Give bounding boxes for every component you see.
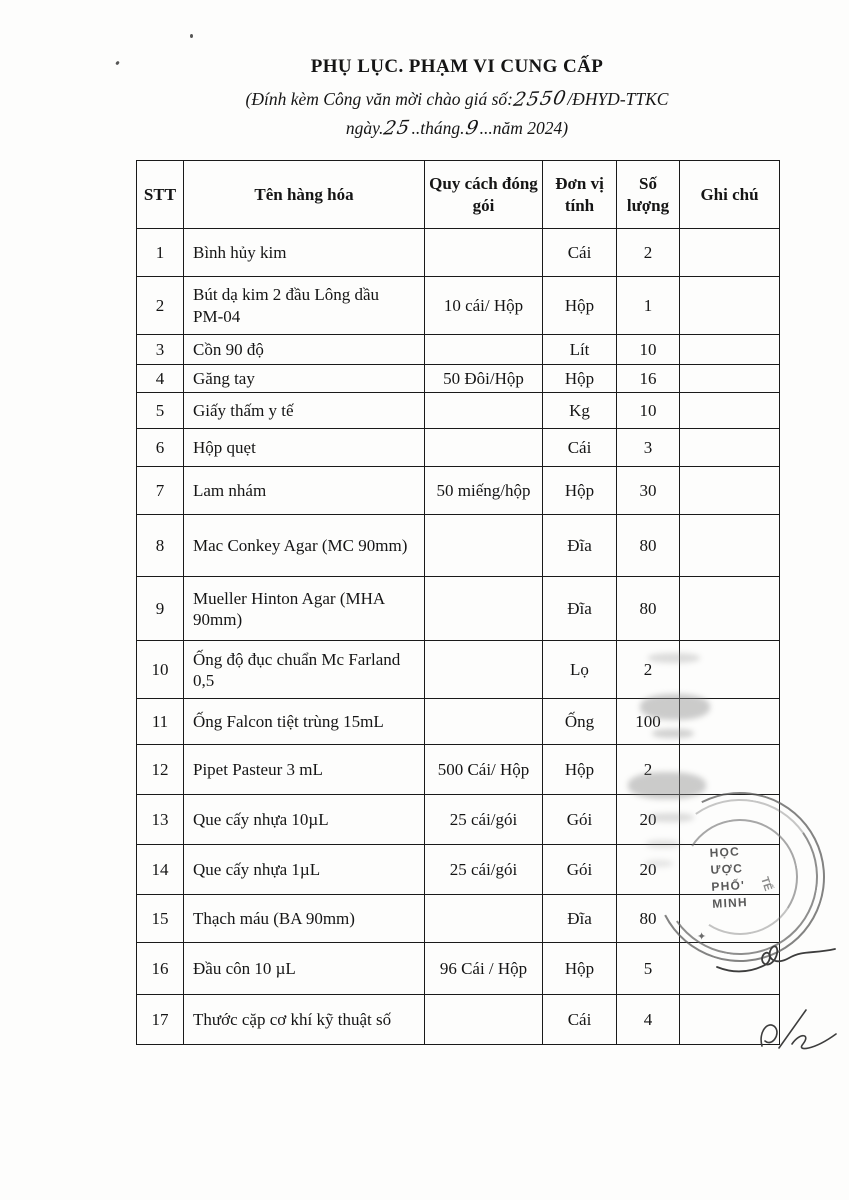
table-row — [137, 467, 780, 515]
cell-name: Bút dạ kim 2 đầu Lông dầu PM-04 — [184, 277, 425, 335]
cell-name: Que cấy nhựa 10µL — [184, 795, 425, 845]
cell-note — [680, 467, 780, 515]
smudge-mark — [628, 772, 706, 799]
cell-stt: 1 — [137, 229, 184, 277]
cell-name: Cồn 90 độ — [184, 335, 425, 365]
table-row — [137, 577, 780, 641]
cell-packing: 50 miếng/hộp — [425, 467, 543, 515]
cell-packing — [425, 393, 543, 429]
table-header-row — [137, 161, 780, 229]
cell-packing: 50 Đôi/Hộp — [425, 365, 543, 393]
cell-qty: 80 — [617, 515, 680, 577]
cell-unit: Hộp — [543, 365, 617, 393]
printed-text: (Đính kèm Công văn mời chào giá số: — [245, 89, 513, 109]
handwritten-text: 2550 — [511, 87, 569, 111]
cell-note — [680, 393, 780, 429]
cell-note — [680, 335, 780, 365]
cell-qty: 10 — [617, 335, 680, 365]
stamp-star-icon: ✦ — [697, 931, 707, 943]
table-row — [137, 393, 780, 429]
cell-packing: 10 cái/ Hộp — [425, 277, 543, 335]
cell-unit: Kg — [543, 393, 617, 429]
smudge-mark — [652, 729, 694, 738]
cell-packing — [425, 641, 543, 699]
cell-name: Đầu côn 10 µL — [184, 943, 425, 995]
cell-name: Hộp quẹt — [184, 429, 425, 467]
smudge-mark — [648, 653, 700, 663]
cell-qty: 10 — [617, 393, 680, 429]
cell-unit: Cái — [543, 229, 617, 277]
stamp-text-line: HỌC — [709, 844, 741, 860]
column-header: Tên hàng hóa — [184, 161, 425, 229]
cell-note — [680, 795, 780, 845]
cell-packing — [425, 229, 543, 277]
smudge-mark — [645, 860, 673, 867]
cell-qty: 2 — [617, 641, 680, 699]
cell-packing — [425, 515, 543, 577]
stamp-side-text: TẾ — [758, 875, 774, 893]
cell-qty: 16 — [617, 365, 680, 393]
page-title: PHỤ LỤC. PHẠM VI CUNG CẤP — [310, 56, 604, 77]
cell-note — [680, 577, 780, 641]
cell-name: Ống độ đục chuẩn Mc Farland 0,5 — [184, 641, 425, 699]
printed-text: ..tháng. — [411, 118, 465, 138]
printed-text: /ĐHYD-TTKC — [567, 89, 669, 109]
stamp-text-line: PHỐ' — [711, 878, 746, 894]
cell-stt: 10 — [137, 641, 184, 699]
cell-name: Ống Falcon tiệt trùng 15mL — [184, 699, 425, 745]
table-row — [137, 365, 780, 393]
stamp-text-line: ƯỢC — [710, 861, 744, 877]
cell-unit: Lọ — [543, 641, 617, 699]
cell-qty: 80 — [617, 895, 680, 943]
cell-qty: 4 — [617, 995, 680, 1045]
cell-unit: Cái — [543, 995, 617, 1045]
cell-stt: 12 — [137, 745, 184, 795]
cell-stt: 7 — [137, 467, 184, 515]
cell-stt: 5 — [137, 393, 184, 429]
table-body — [137, 229, 780, 1045]
cell-qty: 100 — [617, 699, 680, 745]
subtitle-line-1 — [106, 88, 808, 110]
cell-name: Mueller Hinton Agar (MHA 90mm) — [184, 577, 425, 641]
cell-stt: 6 — [137, 429, 184, 467]
cell-packing: 500 Cái/ Hộp — [425, 745, 543, 795]
cell-packing: 25 cái/gói — [425, 845, 543, 895]
table-row — [137, 641, 780, 699]
cell-qty: 20 — [617, 795, 680, 845]
cell-unit: Ống — [543, 699, 617, 745]
column-header: Đơn vị tính — [543, 161, 617, 229]
cell-name: Giấy thấm y tế — [184, 393, 425, 429]
column-header: Số lượng — [617, 161, 680, 229]
cell-unit: Hộp — [543, 943, 617, 995]
cell-packing — [425, 699, 543, 745]
cell-stt: 13 — [137, 795, 184, 845]
handwritten-text: 25 — [382, 116, 413, 140]
signature-mark — [715, 925, 840, 995]
cell-packing — [425, 577, 543, 641]
cell-note — [680, 429, 780, 467]
cell-note — [680, 229, 780, 277]
table-row — [137, 943, 780, 995]
table-row — [137, 895, 780, 943]
cell-packing — [425, 895, 543, 943]
table-row — [137, 845, 780, 895]
table-row — [137, 277, 780, 335]
smudge-mark — [640, 694, 710, 720]
column-header: Quy cách đóng gói — [425, 161, 543, 229]
cell-unit: Hộp — [543, 277, 617, 335]
cell-unit: Đĩa — [543, 577, 617, 641]
cell-name: Găng tay — [184, 365, 425, 393]
cell-stt: 9 — [137, 577, 184, 641]
cell-stt: 16 — [137, 943, 184, 995]
cell-name: Pipet Pasteur 3 mL — [184, 745, 425, 795]
cell-packing — [425, 995, 543, 1045]
cell-unit: Lít — [543, 335, 617, 365]
cell-stt: 2 — [137, 277, 184, 335]
cell-qty: 20 — [617, 845, 680, 895]
cell-qty: 30 — [617, 467, 680, 515]
cell-stt: 14 — [137, 845, 184, 895]
cell-qty: 5 — [617, 943, 680, 995]
printed-text: ngày. — [345, 118, 384, 138]
cell-name: Que cấy nhựa 1µL — [184, 845, 425, 895]
table-row — [137, 335, 780, 365]
signature-mark — [748, 1000, 843, 1060]
cell-packing: 25 cái/gói — [425, 795, 543, 845]
scan-speck — [115, 61, 120, 66]
cell-stt: 3 — [137, 335, 184, 365]
table-row — [137, 429, 780, 467]
cell-name: Mac Conkey Agar (MC 90mm) — [184, 515, 425, 577]
cell-unit: Hộp — [543, 467, 617, 515]
stamp-text-line: MINH — [711, 895, 749, 911]
cell-unit: Đĩa — [543, 515, 617, 577]
printed-text: ...năm 2024) — [479, 118, 569, 138]
cell-qty: 3 — [617, 429, 680, 467]
cell-qty: 2 — [617, 229, 680, 277]
cell-name: Thước cặp cơ khí kỹ thuật số — [184, 995, 425, 1045]
cell-name: Bình hủy kim — [184, 229, 425, 277]
cell-qty: 2 — [617, 745, 680, 795]
cell-unit: Hộp — [543, 745, 617, 795]
cell-unit: Gói — [543, 795, 617, 845]
column-header: STT — [137, 161, 184, 229]
scan-speck — [190, 34, 193, 38]
cell-packing — [425, 429, 543, 467]
cell-note — [680, 845, 780, 895]
table-row — [137, 995, 780, 1045]
table-row — [137, 229, 780, 277]
cell-stt: 17 — [137, 995, 184, 1045]
cell-unit: Cái — [543, 429, 617, 467]
cell-name: Thạch máu (BA 90mm) — [184, 895, 425, 943]
cell-unit: Gói — [543, 845, 617, 895]
cell-qty: 1 — [617, 277, 680, 335]
cell-unit: Đĩa — [543, 895, 617, 943]
column-header: Ghi chú — [680, 161, 780, 229]
subtitle-line-2 — [106, 117, 808, 139]
table-row — [137, 515, 780, 577]
cell-note — [680, 277, 780, 335]
supply-table — [136, 160, 780, 1045]
smudge-mark — [646, 840, 680, 848]
smudge-mark — [648, 813, 694, 822]
cell-name: Lam nhám — [184, 467, 425, 515]
cell-packing — [425, 335, 543, 365]
cell-stt: 8 — [137, 515, 184, 577]
cell-note — [680, 365, 780, 393]
cell-qty: 80 — [617, 577, 680, 641]
cell-stt: 11 — [137, 699, 184, 745]
cell-note — [680, 641, 780, 699]
cell-stt: 4 — [137, 365, 184, 393]
cell-stt: 15 — [137, 895, 184, 943]
cell-packing: 96 Cái / Hộp — [425, 943, 543, 995]
handwritten-text: 9 — [463, 116, 481, 140]
cell-note — [680, 515, 780, 577]
